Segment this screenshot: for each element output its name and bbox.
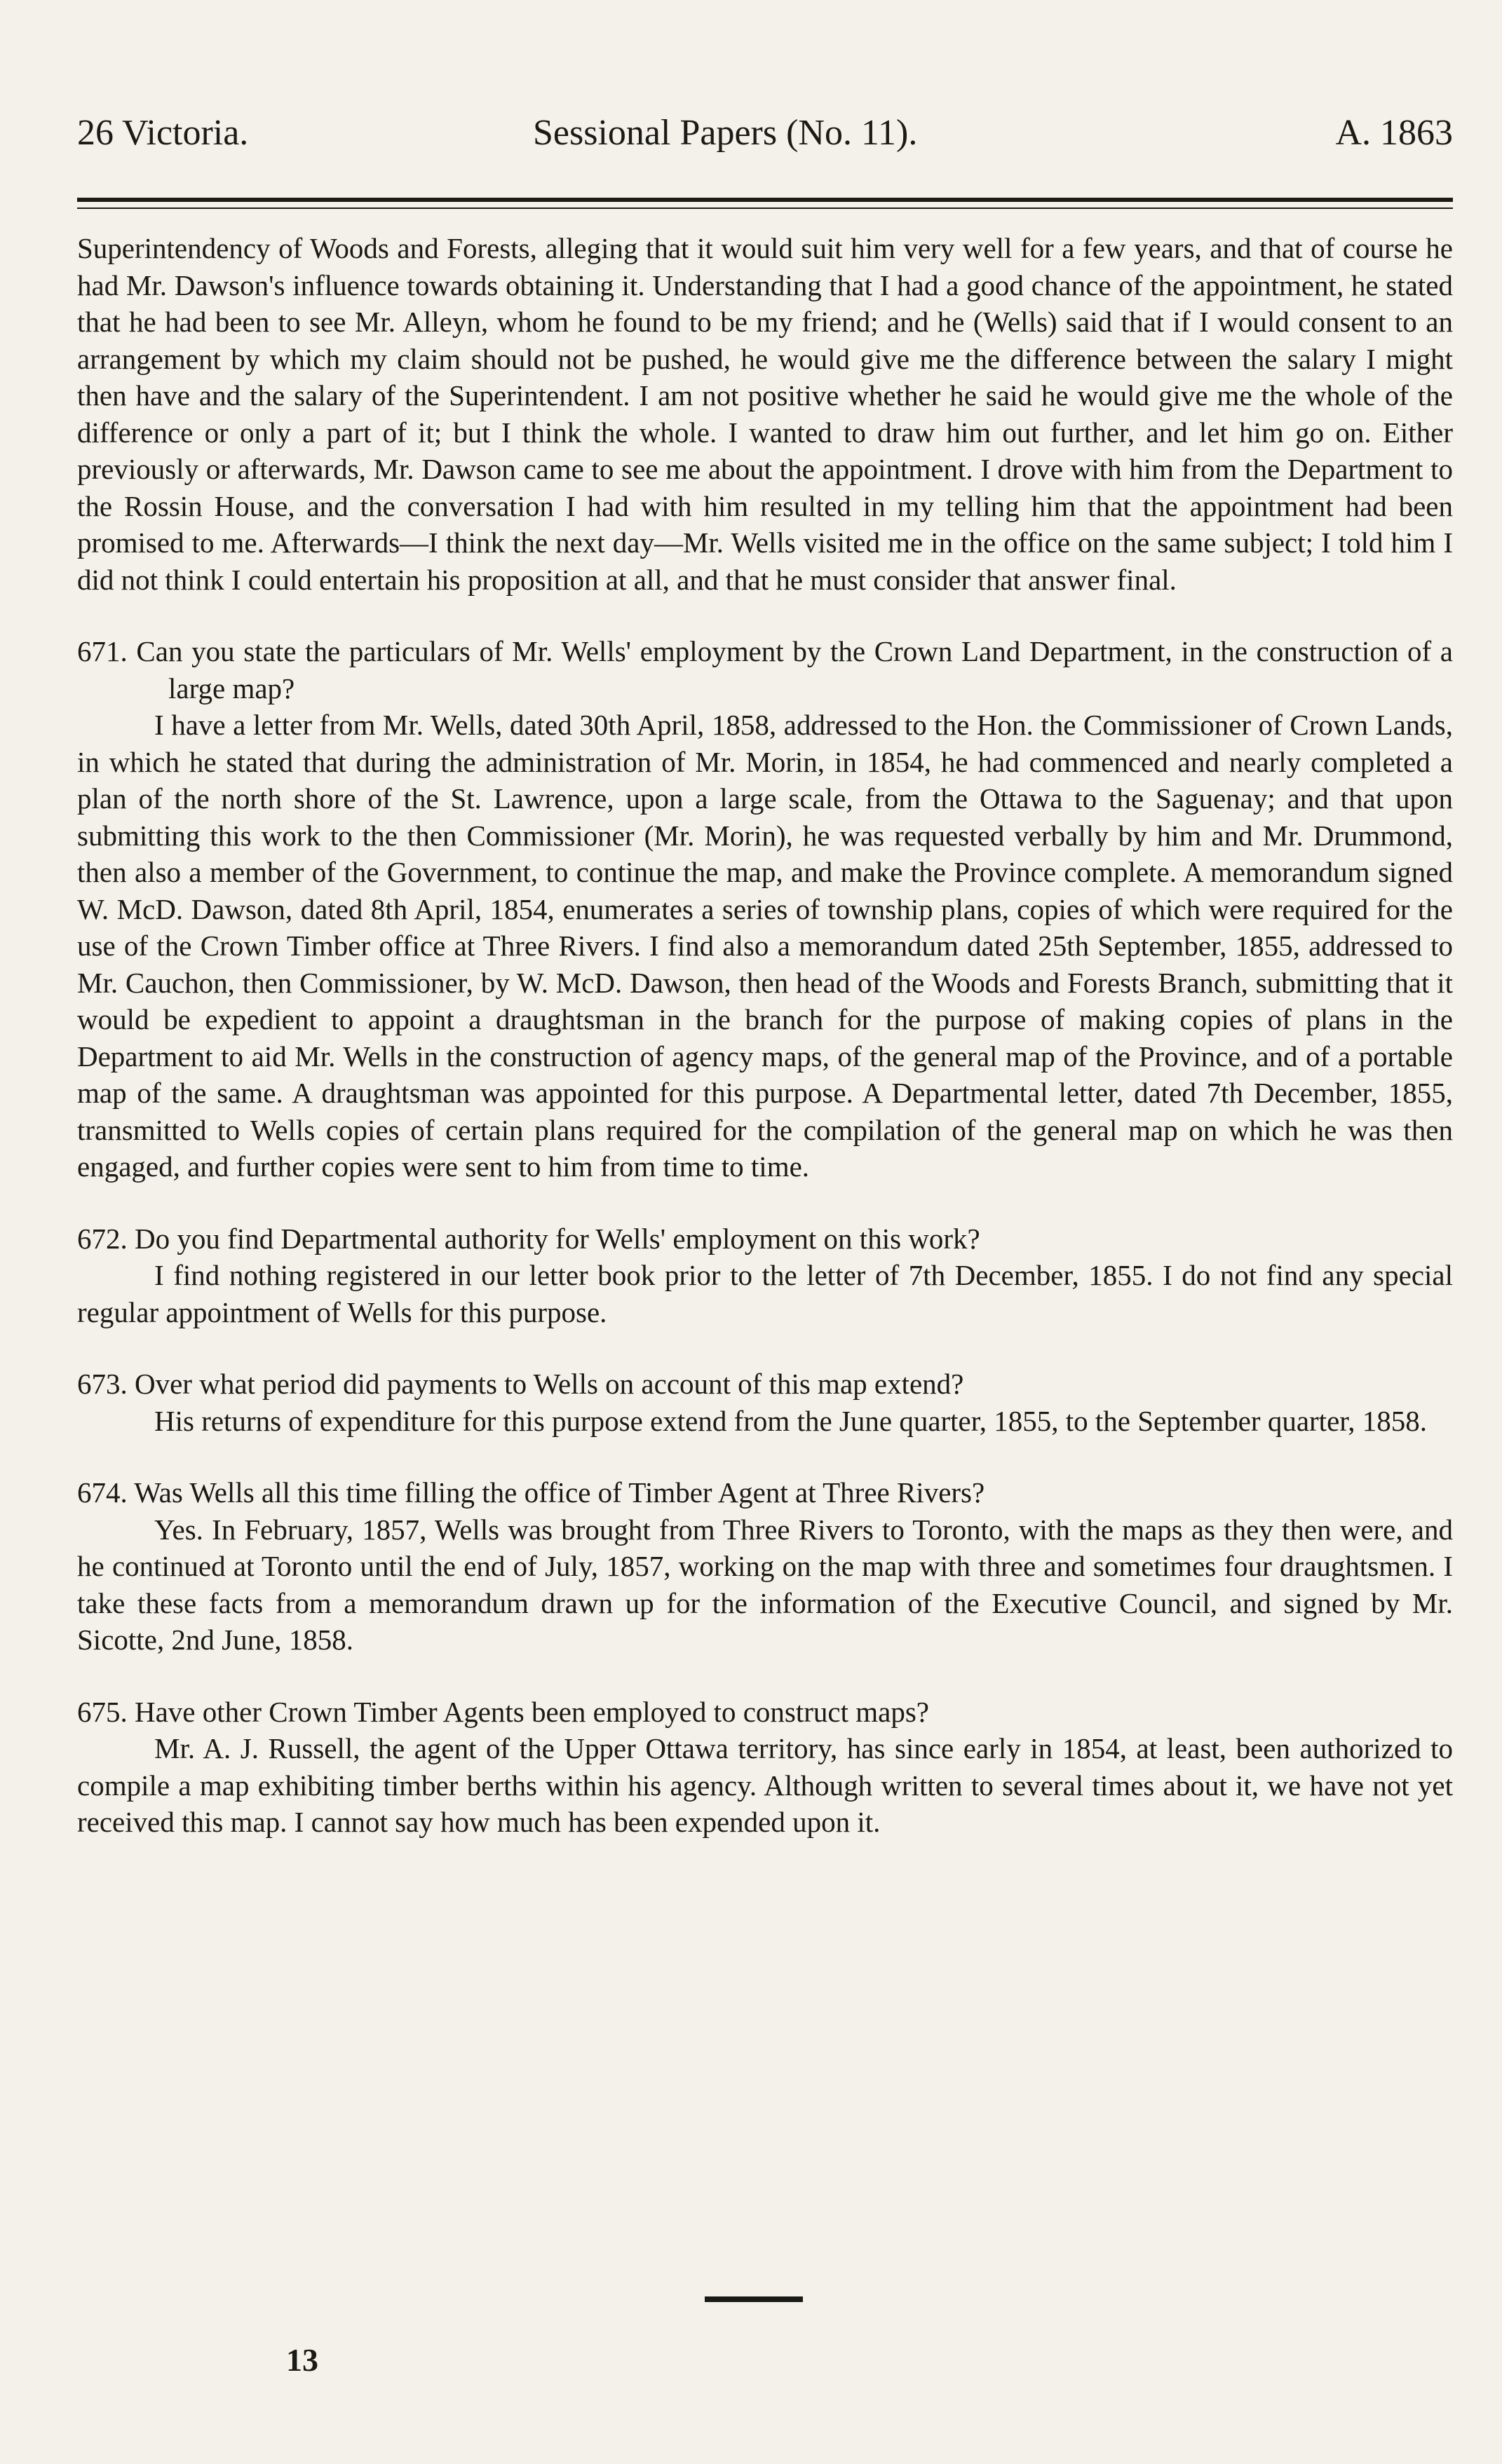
answer-673: His returns of expenditure for this purpose extend from the June quarter, 1855, to the September quarter, 1858. <box>154 1404 1428 1437</box>
page-number: 13 <box>286 2342 318 2378</box>
intro-paragraph: Superintendency of Woods and Forests, alleging that it would suit him very well for a few years, and that of course he had Mr. Dawson's influence towards obtaining it. Understanding that I had a good chance of the appointment, he stated that he had been to see Mr. Alleyn, whom he found to be my friend; and he (Wells) said that if I would consent to an arrangement by which my claim should not be pushed, he would give me the difference between the salary I might then have and the salary of the Superintendent. I am not positive whether he said he would give me the whole of the difference or only a part of it; but I think the whole. I wanted to draw him out further, and let him go on. Either previously or afterwards, Mr. Dawson came to see me about the appointment. I drove with him from the Department to the Rossin House, and the conversation I had with him resulted in my telling him that the appointment had been promised to me. Afterwards—I think the next day—Mr. Wells visited me in the office on the same subject; I told him I did not think I could entertain his proposition at all, and that he must consider that answer final. <box>77 232 1453 596</box>
question-671: 671. Can you state the particulars of Mr. Wells' employment by the Crown Land Department, in the construction of a large map? <box>77 635 1453 705</box>
answer-671: I have a letter from Mr. Wells, dated 30th April, 1858, addressed to the Hon. the Commissioner of Crown Lands, in which he stated that during the administration of Mr. Morin, in 1854, he had commenced and nearly completed a plan of the north shore of the St. Lawrence, upon a large scale, from the Ottawa to the Saguenay; and that upon submitting this work to the then Commissioner (Mr. Morin), he was requested verbally by him and Mr. Drummond, then also a member of the Government, to continue the map, and make the Province complete. A memorandum signed W. McD. Dawson, dated 8th April, 1854, enumerates a series of township plans, copies of which were required for the use of the Crown Timber office at Three Rivers. I find also a memorandum dated 25th September, 1855, addressed to Mr. Cauchon, then Commissioner, by W. McD. Dawson, then head of the Woods and Forests Branch, submitting that it would be expedient to appoint a draughtsman in the branch for the purpose of making copies of plans in the Department to aid Mr. Wells in the construction of agency maps, of the general map of the Province, and of a portable map of the same. A draughtsman was appointed for this purpose. A Departmental letter, dated 7th December, 1855, transmitted to Wells copies of certain plans required for the compilation of the general map on which he was then engaged, and further copies were sent to him from time to time. <box>77 709 1453 1183</box>
document-body <box>77 230 1453 1841</box>
answer-675: Mr. A. J. Russell, the agent of the Upper Ottawa territory, has since early in 1854, at least, been authorized to compile a map exhibiting timber berths within his agency. Although written to several times about it, we have not yet received this map. I cannot say how much has been expended upon it. <box>77 1732 1453 1838</box>
answer-674: Yes. In February, 1857, Wells was brought from Three Rivers to Toronto, with the maps as they then were, and he continued at Toronto until the end of July, 1857, working on the map with three and sometimes four draughtsmen. I take these facts from a memorandum drawn up for the information of the Executive Council, and signed by Mr. Sicotte, 2nd June, 1858. <box>77 1513 1453 1656</box>
question-673: 673. Over what period did payments to Wells on account of this map extend? <box>77 1368 964 1400</box>
header-title: Sessional Papers (No. 11). <box>533 113 918 153</box>
header-rule-thin <box>77 207 1453 209</box>
header-rule-thick <box>77 198 1453 202</box>
footer-rule <box>705 2296 803 2302</box>
header-session: 26 Victoria. <box>77 113 249 153</box>
page-header <box>77 105 1453 161</box>
header-year: A. 1863 <box>1335 113 1453 153</box>
question-675: 675. Have other Crown Timber Agents been employed to construct maps? <box>77 1695 929 1728</box>
answer-672: I find nothing registered in our letter book prior to the letter of 7th December, 1855. I do not find any special regular appointment of Wells for this purpose. <box>77 1259 1453 1328</box>
question-674: 674. Was Wells all this time filling the office of Timber Agent at Three Rivers? <box>77 1476 985 1509</box>
question-672: 672. Do you find Departmental authority for Wells' employment on this work? <box>77 1222 980 1255</box>
